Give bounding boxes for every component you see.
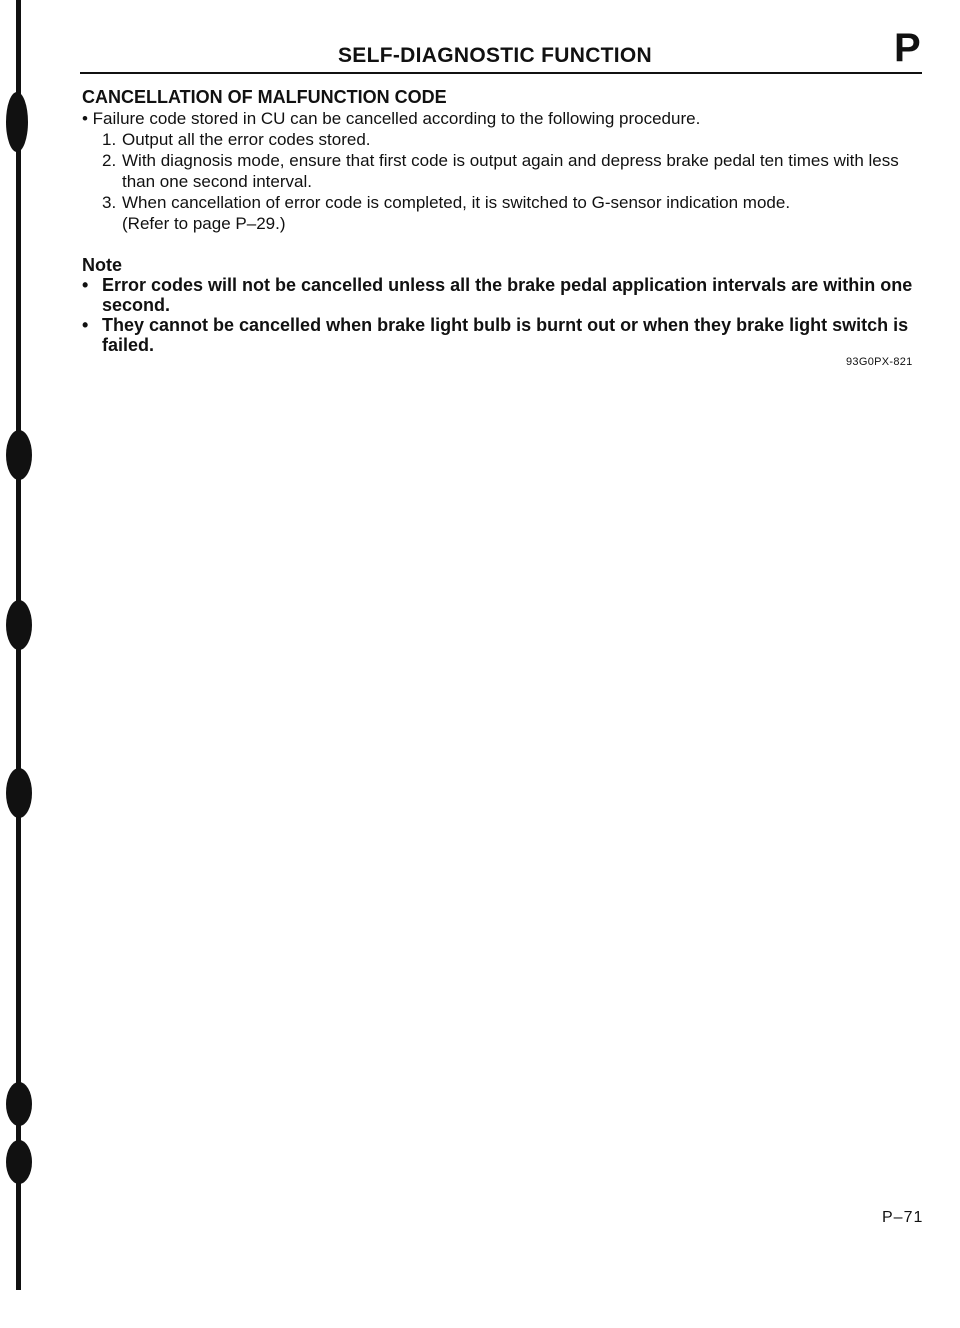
binding-hole-2: [6, 430, 32, 480]
section-heading: CANCELLATION OF MALFUNCTION CODE: [82, 87, 447, 107]
page-reference: [102, 213, 932, 234]
procedure-steps: [82, 129, 932, 234]
step-text: When cancellation of error code is completed, it is switched to G-sensor indication mode.: [122, 193, 791, 212]
step-text: With diagnosis mode, ensure that first code is output again and depress brake pedal ten times with less than one second interval.: [122, 151, 899, 191]
binding-hole-4: [6, 768, 32, 818]
page-header-title: SELF-DIAGNOSTIC FUNCTION: [338, 44, 653, 67]
binding-hole-5: [6, 1082, 32, 1126]
step-number: 2.: [102, 151, 117, 170]
procedure-step: [102, 129, 932, 150]
section-letter: P: [894, 26, 921, 70]
note-text: Error codes will not be cancelled unless all the brake pedal application intervals are within one second.: [102, 275, 913, 315]
page-number: P–71: [882, 1209, 924, 1226]
page-content: [82, 86, 932, 355]
note-text: They cannot be cancelled when brake light bulb is burnt out or when they brake light switch is failed.: [102, 315, 909, 355]
bullet-dot: •: [82, 315, 89, 335]
step-number: 3.: [102, 193, 117, 212]
binding-hole-6: [6, 1140, 32, 1184]
bullet-dot: •: [82, 275, 89, 295]
reference-text: (Refer to page P–29.): [122, 214, 286, 233]
note-item: [82, 275, 932, 315]
step-number: 1.: [102, 130, 117, 149]
note-label: Note: [82, 255, 122, 275]
header-rule: [80, 72, 922, 74]
procedure-step: [102, 192, 932, 213]
intro-bullet: • Failure code stored in CU can be cancelled according to the following procedure.: [82, 109, 701, 128]
note-block: [82, 255, 932, 355]
figure-code: 93G0PX-821: [846, 356, 913, 368]
procedure-step: [102, 150, 932, 192]
binding-hole-1: [6, 92, 28, 152]
step-text: Output all the error codes stored.: [122, 130, 371, 149]
note-item: [82, 315, 932, 355]
binding-hole-3: [6, 600, 32, 650]
